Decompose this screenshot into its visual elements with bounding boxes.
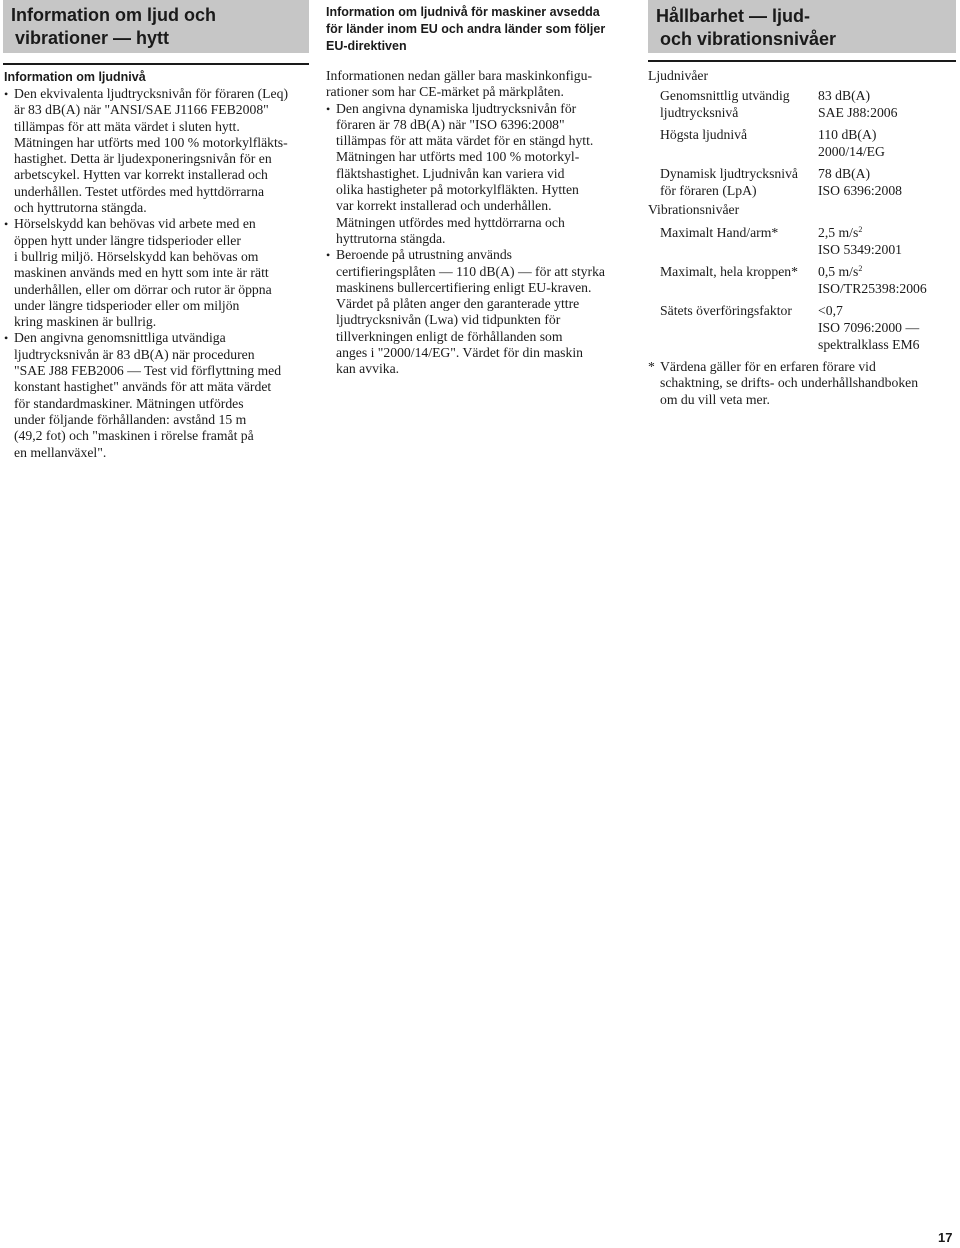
- row-value: [818, 302, 956, 353]
- row-value: [818, 224, 956, 258]
- banner-line-2: och vibrationsnivåer: [660, 29, 837, 49]
- heading-line: för länder inom EU och andra länder som följer: [326, 22, 606, 36]
- eu-sound-intro: [326, 68, 631, 101]
- bullet-external-sound: [4, 330, 309, 460]
- text-line: olika hastigheter på motorkylfläkten. Hytten: [336, 182, 579, 198]
- column-sound-cab: [3, 0, 309, 461]
- row-value-line: [818, 263, 956, 280]
- text-line: fläktshastighet. Ljudnivån kan variera vid: [336, 165, 565, 181]
- row-value-line: ISO 6396:2008: [818, 183, 903, 199]
- section-banner-sound-vibration-cab: [3, 0, 309, 53]
- bullet-hearing-protection: [4, 216, 309, 330]
- row-label: Sätets överföringsfaktor: [660, 302, 792, 318]
- text-line: ljudtrycksnivån (Lwa) vid tidpunkten för: [336, 312, 561, 328]
- text-line: under följande förhållanden: avstånd 15 m: [14, 411, 247, 427]
- row-label-line: för föraren (LpA): [660, 183, 757, 199]
- row-label: [648, 126, 818, 160]
- bullet-certification-plate: [326, 247, 631, 377]
- footnote-marker: *: [648, 358, 655, 374]
- row-label: Maximalt, hela kroppen*: [660, 263, 798, 279]
- text-line: Mätningen har utförts med 100 % motorkyl-: [336, 149, 580, 165]
- text-line: kring maskinen är bullrig.: [14, 314, 157, 330]
- text-line: maskinen används med en hytt som inte är rätt: [14, 265, 269, 281]
- text-line: Mätningen utfördes med hyttdörrarna och: [336, 214, 565, 230]
- text-line: arbetscykel. Hytten var korrekt installerad och: [14, 167, 268, 183]
- row-label-line: Genomsnittlig utvändig: [660, 88, 790, 104]
- bullet-leq: [4, 86, 309, 216]
- text-line: (49,2 fot) och "maskinen i rörelse framåt på: [14, 428, 254, 444]
- text-line: • Den ekvivalenta ljudtrycksnivån för föraren (Leq): [14, 86, 289, 101]
- text-line: maskinens bullercertifiering enligt EU-kraven.: [336, 279, 592, 295]
- column-sustainability: [648, 0, 956, 408]
- footnote-line: Värdena gäller för en erfaren förare vid: [660, 358, 876, 374]
- vibration-levels-label: Vibrationsnivåer: [648, 202, 740, 218]
- banner-line-1: Hållbarhet — ljud-: [656, 6, 811, 26]
- text-line: tillämpas för att mäta värdet för en stängd hytt.: [336, 133, 594, 149]
- table-row: [648, 87, 956, 121]
- value-exponent: 2: [858, 263, 863, 273]
- text-line: tillverkningen enligt de förhållanden som: [336, 328, 563, 344]
- row-label-line: Dynamisk ljudtrycksnivå: [660, 166, 798, 182]
- table-row: [648, 126, 956, 160]
- row-value-line: [818, 224, 956, 241]
- eu-sound-heading: [326, 4, 631, 55]
- row-value-line: 2000/14/EG: [818, 144, 885, 160]
- text-line: underhållen, eller om dörrar och rutor är öppna: [14, 281, 272, 297]
- text-line: kan avvika.: [336, 361, 400, 377]
- row-value-line: 78 dB(A): [818, 166, 871, 182]
- table-row: [648, 165, 956, 199]
- row-label-line: Högsta ljudnivå: [660, 127, 748, 143]
- section-rule: [648, 60, 956, 62]
- row-label-line: ljudtrycksnivå: [660, 105, 739, 121]
- sound-info-body: [3, 86, 309, 461]
- row-value-line: SAE J88:2006: [818, 105, 898, 121]
- footnote-line: schaktning, se drifts- och underhållshandboken: [660, 375, 919, 391]
- row-label: [648, 165, 818, 199]
- text-line: Informationen nedan gäller bara maskinkonfigu-: [326, 68, 593, 83]
- column-eu-sound: [326, 0, 631, 378]
- text-line: var korrekt installerad och underhållen.: [336, 198, 552, 214]
- text-line: är 83 dB(A) när "ANSI/SAE J1166 FEB2008": [14, 102, 269, 118]
- row-value: [818, 87, 956, 121]
- heading-line: Information om ljudnivå för maskiner avsedda: [326, 5, 600, 19]
- text-line: rationer som har CE-märket på märkplåten.: [326, 84, 564, 100]
- table-row: [648, 263, 956, 297]
- text-line: ljudtrycksnivån är 83 dB(A) när proceduren: [14, 346, 255, 362]
- text-line: anges i "2000/14/EG". Värdet för din maskin: [336, 345, 583, 361]
- row-value-line: 110 dB(A): [818, 127, 877, 143]
- section-banner-sustainability: [648, 0, 956, 53]
- text-line: en mellanväxel".: [14, 444, 107, 460]
- text-line: föraren är 78 dB(A) när "ISO 6396:2008": [336, 116, 565, 132]
- table-row: [648, 224, 956, 258]
- table-row: [648, 302, 956, 353]
- value-text: 2,5 m/s: [818, 224, 859, 240]
- text-line: Mätningen har utförts med 100 % motorkylfläkts-: [14, 134, 288, 150]
- text-line: och hyttrutorna stängda.: [14, 200, 147, 216]
- text-line: "SAE J88 FEB2006 — Test vid förflyttning med: [14, 363, 282, 379]
- text-line: • Den angivna dynamiska ljudtrycksnivån för: [336, 100, 577, 116]
- row-value-line: ISO 5349:2001: [818, 241, 903, 257]
- banner-line-1: Information om ljud och: [11, 5, 216, 25]
- row-value: [818, 165, 956, 199]
- text-line: tillämpas för att mäta värdet i sluten hytt.: [14, 118, 240, 134]
- text-line: • Den angivna genomsnittliga utvändiga: [14, 330, 226, 346]
- text-line: för standardmaskiner. Mätningen utfördes: [14, 395, 244, 411]
- sound-info-heading: Information om ljudnivå: [4, 70, 146, 84]
- row-label: [648, 87, 818, 121]
- levels-table: [648, 68, 956, 408]
- row-value-line: <0,7: [818, 302, 843, 318]
- row-value-line: ISO 7096:2000 —: [818, 319, 920, 335]
- footnote-line: om du vill veta mer.: [660, 391, 770, 407]
- value-exponent: 2: [858, 224, 863, 234]
- value-text: 0,5 m/s: [818, 263, 859, 279]
- page-number: 17: [938, 1230, 953, 1245]
- sound-levels-label: Ljudnivåer: [648, 68, 709, 83]
- row-value: [818, 126, 956, 160]
- heading-line: EU-direktiven: [326, 39, 407, 53]
- text-line: hastighet. Detta är ljudexponeringsnivån för en: [14, 151, 272, 167]
- eu-sound-body: [326, 68, 631, 378]
- text-line: certifieringsplåten — 110 dB(A) — för att styrka: [336, 263, 605, 279]
- banner-line-2: vibrationer — hytt: [15, 28, 170, 48]
- text-line: hyttrutorna stängda.: [336, 230, 446, 246]
- row-value: [818, 263, 956, 297]
- row-value-line: spektralklass EM6: [818, 336, 920, 352]
- text-line: i bullrig miljö. Hörselskydd kan behövas om: [14, 248, 259, 264]
- row-value-line: ISO/TR25398:2006: [818, 280, 927, 296]
- text-line: öppen hytt under längre tidsperioder eller: [14, 232, 241, 248]
- text-line: Värdet på plåten anger den garanterade yttre: [336, 296, 580, 312]
- row-value-line: 83 dB(A): [818, 88, 871, 104]
- text-line: under längre tidsperioder eller om miljön: [14, 297, 240, 313]
- text-line: • Beroende på utrustning används: [336, 247, 512, 263]
- section-rule: [3, 63, 309, 65]
- footnote: [648, 359, 956, 409]
- text-line: underhållen. Testet utfördes med hyttdörrarna: [14, 183, 265, 199]
- row-label: Maximalt Hand/arm*: [660, 224, 779, 240]
- text-line: konstant hastighet" används för att mäta värdet: [14, 379, 272, 395]
- bullet-dynamic-operator-sound: [326, 101, 631, 248]
- text-line: • Hörselskydd kan behövas vid arbete med en: [14, 216, 256, 232]
